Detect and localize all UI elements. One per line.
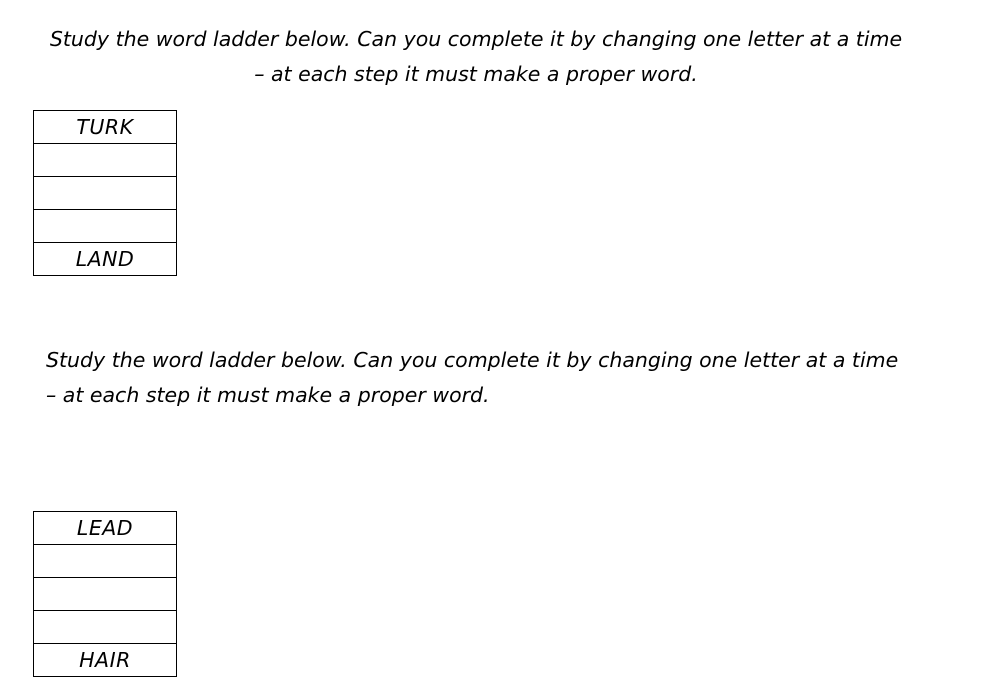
- ladder-rung-blank-1[interactable]: [34, 144, 176, 177]
- exercise-1-instructions: Study the word ladder below. Can you complete it by changing one letter at a time – at each step it must make a proper word.: [49, 27, 903, 86]
- exercise-1: [0, 22, 994, 276]
- ladder-rung-blank-1[interactable]: [34, 545, 176, 578]
- exercise-1-word-ladder: [33, 110, 177, 276]
- ladder-rung-bottom: HAIR: [34, 644, 176, 677]
- ladder-rung-top: LEAD: [34, 512, 176, 545]
- ladder-rung-blank-3[interactable]: [34, 611, 176, 644]
- ladder-rung-blank-2[interactable]: [34, 578, 176, 611]
- exercise-2-word-ladder: [33, 511, 177, 677]
- exercise-2: [0, 343, 994, 677]
- ladder-rung-blank-3[interactable]: [34, 210, 176, 243]
- ladder-rung-top: TURK: [34, 111, 176, 144]
- ladder-rung-blank-2[interactable]: [34, 177, 176, 210]
- ladder-rung-bottom: LAND: [34, 243, 176, 276]
- exercise-2-instructions: Study the word ladder below. Can you complete it by changing one letter at a time – at each step it must make a proper word.: [46, 348, 899, 407]
